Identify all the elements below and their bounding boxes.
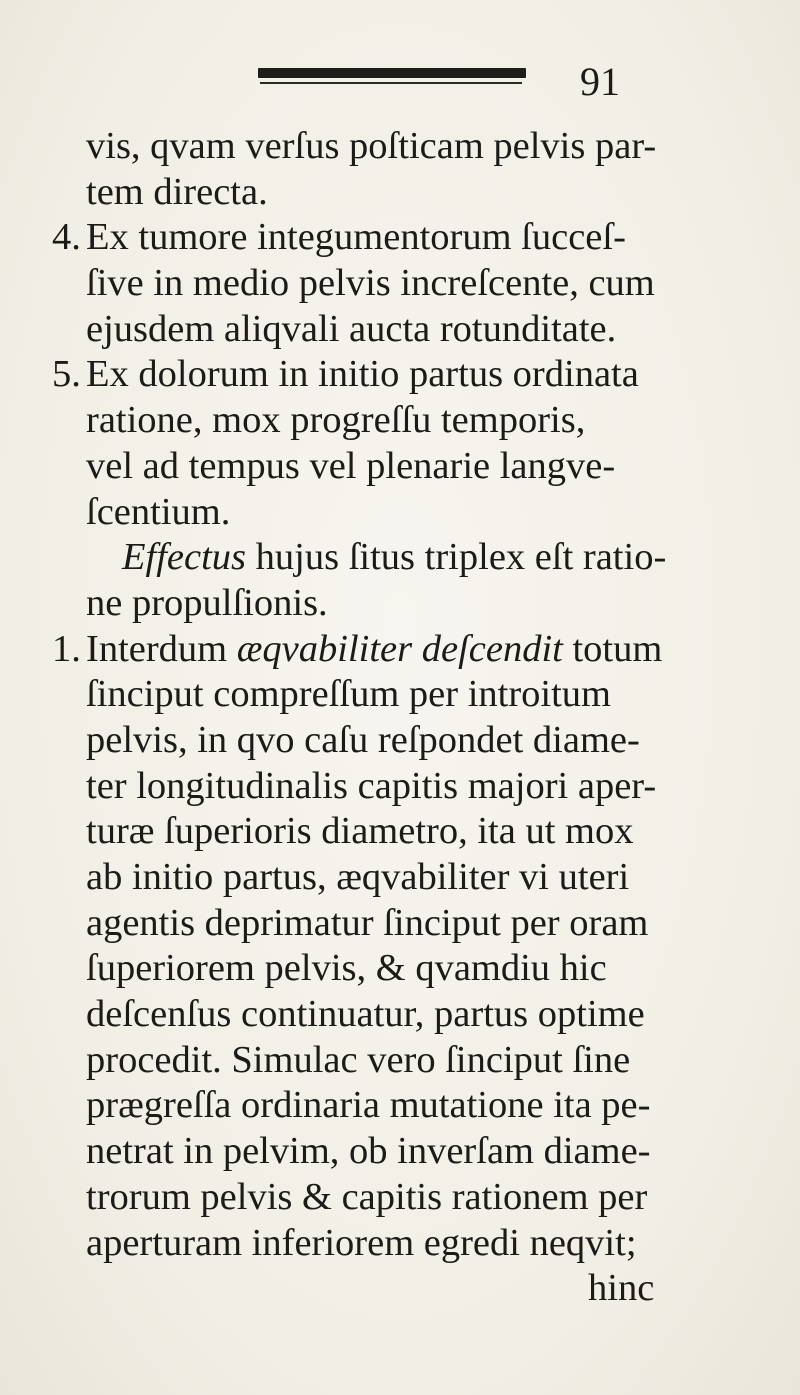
text-line: ne propulſionis. xyxy=(86,581,328,624)
text-line: netrat in pelvim, ob inverſam diame- xyxy=(86,1130,651,1173)
text-line: prægreſſa ordinaria mutatione ita pe- xyxy=(86,1084,651,1127)
body-text xyxy=(52,124,792,1312)
text-line: pelvis, in qvo caſu reſpondet diame- xyxy=(86,718,640,761)
text-line: procedit. Simulac vero ſinciput ſine xyxy=(86,1038,631,1081)
header-rule xyxy=(258,58,526,76)
text-line: ſuperiorem pelvis, & qvamdiu hic xyxy=(86,947,607,990)
text-line: vis, qvam verſus poſticam pelvis par- xyxy=(86,125,657,167)
list-item-4: 4. Ex tumore integumentorum ſucceſ- xyxy=(52,215,792,261)
catchword: hinc xyxy=(588,1267,655,1310)
text-line: ab initio partus, æqvabiliter vi uteri xyxy=(86,856,630,898)
page-number: 91 xyxy=(580,59,620,104)
text-line: ter longitudinalis capitis majori aper- xyxy=(86,764,657,807)
text-line: ejusdem aliqvali aucta rotunditate. xyxy=(86,307,617,350)
text-line: tem directa. xyxy=(86,170,268,213)
list-item-5: 5. Ex dolorum in initio partus ordinata xyxy=(52,352,792,398)
text-line: vel ad tempus vel plenarie langve- xyxy=(86,444,616,487)
effectus-line: Effectus hujus ſitus triplex eſt ratio- xyxy=(122,536,667,579)
header-rule-thick xyxy=(258,68,526,78)
text-line: ratione, mox progreſſu temporis, xyxy=(86,399,586,442)
text-line: turæ ſuperioris diametro, ita ut mox xyxy=(86,810,634,853)
item-number: 1. xyxy=(52,627,81,670)
italic-phrase: æqvabiliter deſcendit xyxy=(236,627,563,670)
item-number: 5. xyxy=(52,353,81,396)
text-line: ſive in medio pelvis increſcente, cum xyxy=(86,262,655,305)
text-line: ſcentium. xyxy=(86,490,231,533)
text-line: agentis deprimatur ſinciput per oram xyxy=(86,901,649,944)
item-number: 4. xyxy=(52,216,81,259)
text-line: aperturam inferiorem egredi neqvit; xyxy=(86,1221,637,1264)
text-line: deſcenſus continuatur, partus optime xyxy=(86,993,645,1036)
effectus-italic: Effectus xyxy=(122,536,247,579)
text-line: trorum pelvis & capitis rationem per xyxy=(86,1175,648,1218)
list-item-1: 1. Interdum æqvabiliter deſcendit totum xyxy=(52,627,792,673)
text-line: ſinciput compreſſum per introitum xyxy=(86,673,611,716)
header-rule-thin xyxy=(260,82,522,84)
